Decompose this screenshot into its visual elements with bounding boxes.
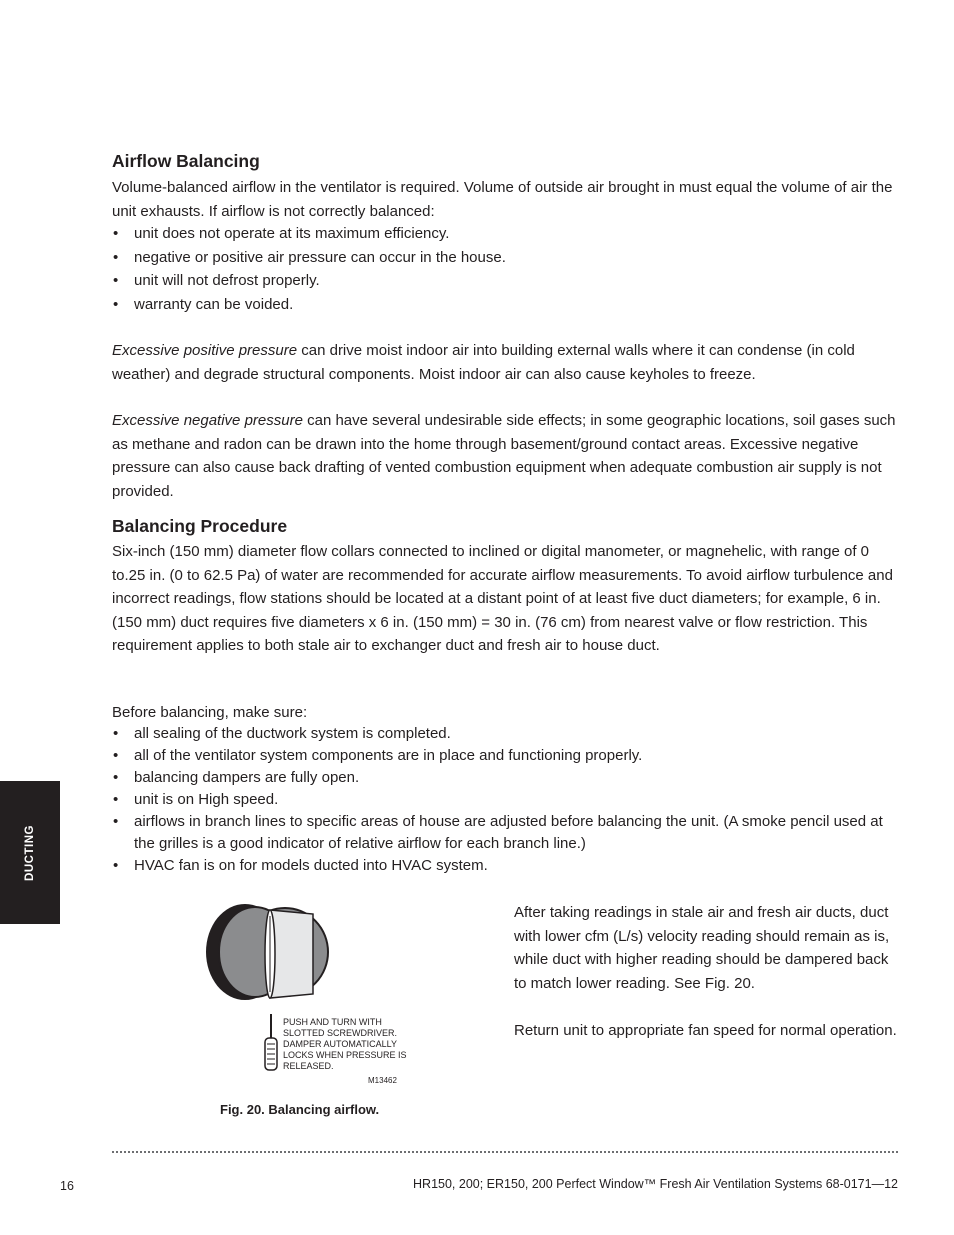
list-item: • warranty can be voided.	[112, 293, 904, 317]
right-column-text	[514, 901, 904, 1042]
list-item: • unit does not operate at its maximum efficiency.	[112, 222, 904, 246]
page-number: 16	[60, 1179, 74, 1193]
list-item: • HVAC fan is on for models ducted into HVAC system.	[112, 855, 904, 877]
before-balancing-list	[112, 723, 904, 877]
damper-blade	[270, 910, 313, 998]
footer-divider	[112, 1151, 898, 1153]
negative-pressure-term: Excessive negative pressure	[112, 412, 303, 429]
negative-pressure-text: can have several undesirable side effects; in some geographic locations, soil gases such as methane and radon can be drawn into the home through basement/ground contact areas. Excessive negative pressure can also cause back drafting of vented combustion equipment when adequate combustion air supply is not provided.	[112, 412, 896, 500]
list-item: • balancing dampers are fully open.	[112, 767, 904, 789]
footer-text: HR150, 200; ER150, 200 Perfect Window™ Fresh Air Ventilation Systems 68-0171—12	[413, 1177, 898, 1191]
list-item: • airflows in branch lines to specific areas of house are adjusted before balancing the unit. (A smoke pencil used at the grilles is a good indicator of relative airflow for each branch line.)	[112, 811, 904, 855]
positive-pressure-term: Excessive positive pressure	[112, 342, 298, 359]
list-item: • all sealing of the ductwork system is completed.	[112, 723, 904, 745]
negative-pressure-paragraph	[112, 409, 904, 503]
before-balancing-label: Before balancing, make sure:	[112, 704, 308, 721]
positive-pressure-paragraph	[112, 339, 904, 386]
side-tab-label: DUCTING	[24, 825, 36, 881]
airflow-intro-paragraph: Volume-balanced airflow in the ventilator is required. Volume of outside air brought in must equal the volume of air the unit exhausts. If airflow is not correctly balanced:	[112, 179, 893, 220]
list-item: • unit is on High speed.	[112, 789, 904, 811]
return-fan-speed-paragraph: Return unit to appropriate fan speed for normal operation.	[514, 1021, 897, 1039]
list-item: • unit will not defrost properly.	[112, 269, 904, 293]
balancing-procedure-paragraph: Six-inch (150 mm) diameter flow collars connected to inclined or digital manometer, or magnehelic, with range of 0 to.25 in. (0 to 62.5 Pa) of water are recommended for accurate airflow measurements. To avoid airflow turbulence and incorrect readings, flow stations should be located at a distant point of at least five duct diameters; for example, 6 in. (150 mm) duct requires five diameters x 6 in. (150 mm) = 30 in. (76 cm) from nearest valve or flow restriction. This requirement applies to both stale air to exchanger duct and fresh air to house duct.	[112, 543, 893, 654]
airflow-bullet-list	[112, 222, 904, 316]
list-item: • negative or positive air pressure can occur in the house.	[112, 246, 904, 270]
section-side-tab	[0, 781, 60, 924]
figure-caption: Fig. 20. Balancing airflow.	[220, 1102, 380, 1117]
figure-callout-note: PUSH AND TURN WITH SLOTTED SCREWDRIVER. DAMPER AUTOMATICALLY LOCKS WHEN PRESSURE IS RELEASED.	[283, 1017, 407, 1071]
readings-paragraph: After taking readings in stale air and fresh air ducts, duct with lower cfm (L/s) velocity reading should remain as is, while duct with higher reading should be dampered back to match lower reading. See Fig. 20.	[514, 904, 890, 992]
list-item: • all of the ventilator system components are in place and functioning properly.	[112, 745, 904, 767]
section-heading-balancing-procedure: Balancing Procedure	[112, 516, 288, 536]
figure-id: M13462	[368, 1076, 397, 1085]
section-heading-airflow-balancing: Airflow Balancing	[112, 151, 260, 171]
positive-pressure-text: can drive moist indoor air into building external walls where it can condense (in cold weather) and degrade structural components. Moist indoor air can also cause keyholes to freeze.	[112, 342, 855, 383]
